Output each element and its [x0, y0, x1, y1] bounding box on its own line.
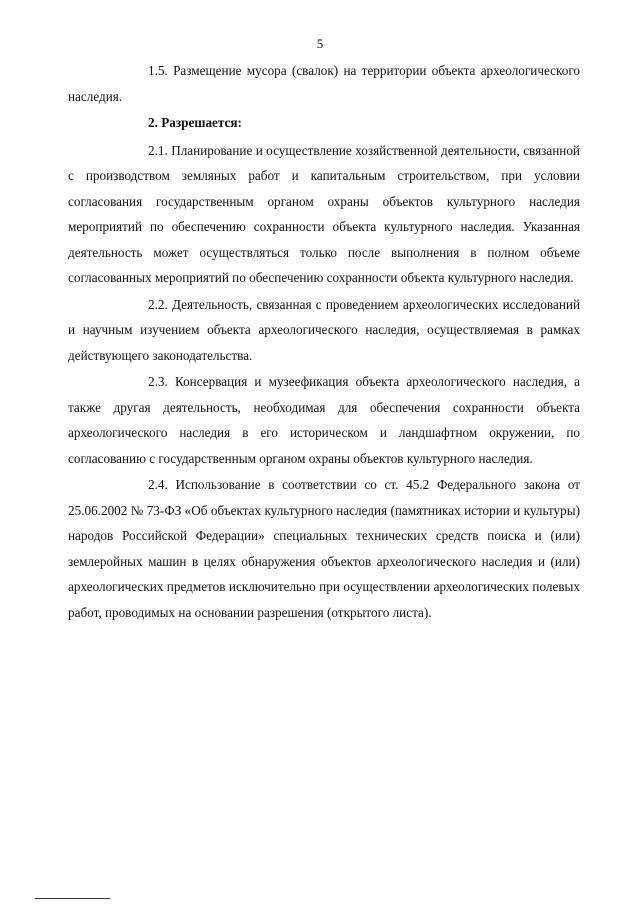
clause-text: Деятельность, связанная с проведением археологических исследований и научным изучением объекта археологического наследия, осуществляемая в рамках действующего законодательства. [68, 296, 580, 363]
page-number: 5 [316, 36, 324, 51]
clause-text: Планирование и осуществление хозяйственной деятельности, связанной с производством земляных работ и капитальным строительством, при условии согласования государственным органом охраны объектов культурного наследия мероприятий по обеспечению сохранности объекта культурного наследия. Указанная деятельность может осуществляться только после выполнения в полном объеме согласованных мероприятий по обеспечению сохранности объекта культурного наследия. [68, 142, 580, 285]
clause-2-4 [68, 472, 580, 625]
clause-number: 2.3. [148, 374, 168, 389]
section-title: Разрешается: [161, 115, 242, 130]
clause-number: 2.2. [148, 296, 168, 312]
footnote-rule [35, 898, 110, 899]
clause-1-5 [68, 58, 580, 109]
clause-text: Размещение мусора (свалок) на территории объекта археологического наследия. [68, 63, 581, 104]
section-heading-2 [68, 110, 580, 136]
document-body [68, 58, 580, 626]
clause-number: 1.5. [148, 63, 168, 78]
clause-number: 2.4. [148, 477, 168, 492]
clause-2-2 [68, 292, 580, 369]
clause-text: Использование в соответствии со ст. 45.2 Федерального закона от 25.06.2002 № 73-ФЗ «Об объектах культурного наследия (памятниках истории и культуры) народов Российской Федерации» специальных технических средств поиска и (или) землеройных машин в целях обнаружения объектов археологического наследия и (или) археологических предметов исключительно при осуществлении археологических полевых работ, проводимых на основании разрешения (открытого листа). [68, 477, 581, 620]
clause-text: Консервация и музеефикация объекта археологического наследия, а также другая деятельность, необходимая для обеспечения сохранности объекта археологического наследия в его историческом и ландшафтном окружении, по согласованию с государственным органом охраны объектов культурного наследия. [68, 374, 581, 466]
clause-2-1 [68, 138, 580, 291]
clause-number: 2.1. [148, 142, 168, 158]
section-number: 2. [148, 115, 158, 130]
clause-2-3 [68, 369, 580, 471]
